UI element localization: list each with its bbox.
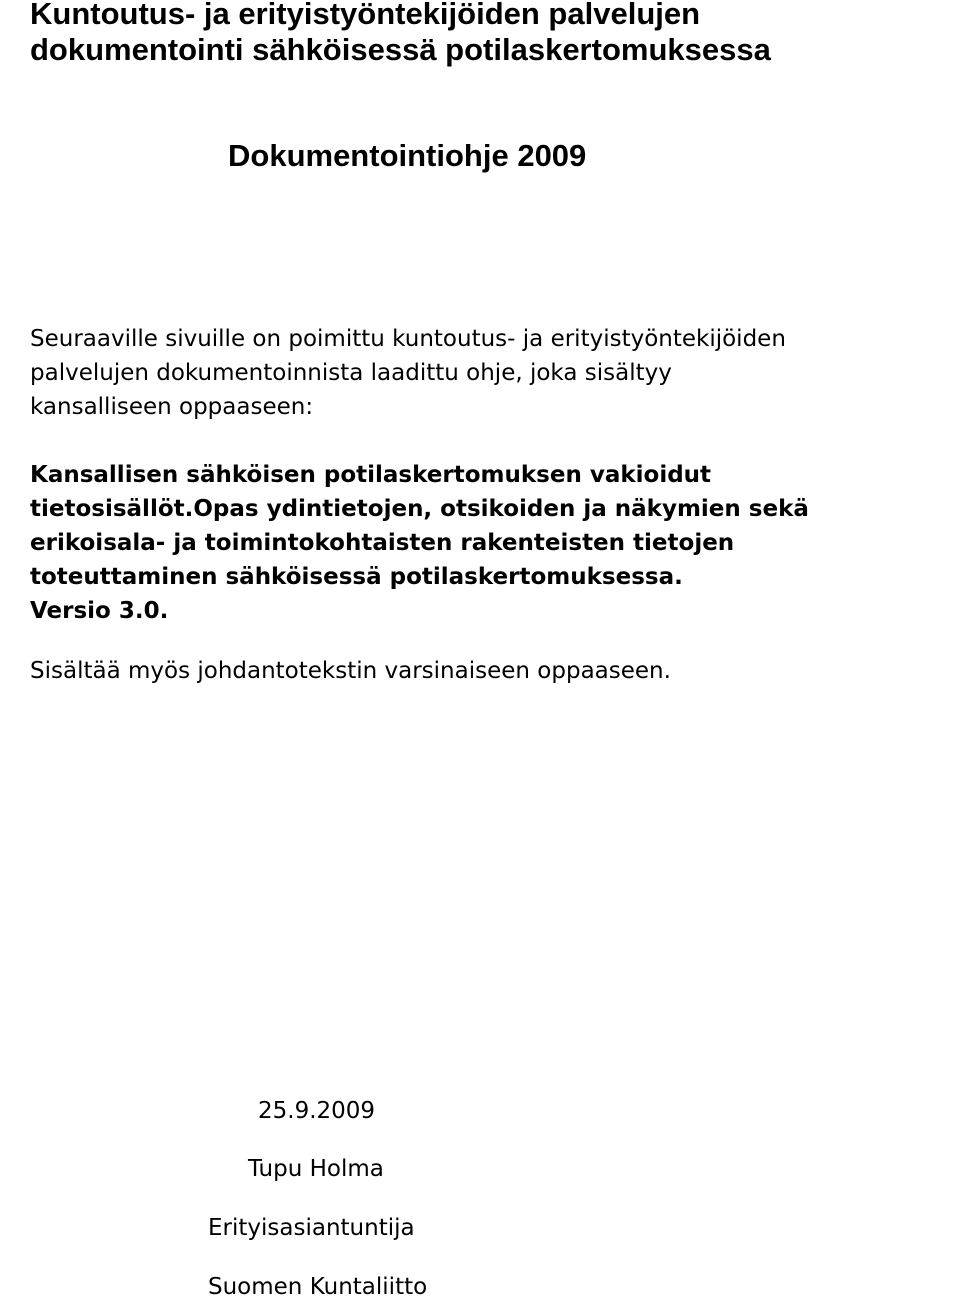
guide-line-1: Kansallisen sähköisen potilaskertomuksen vakioidut xyxy=(30,462,712,488)
intro-note: Sisältää myös johdantotekstin varsinaiseen oppaaseen. xyxy=(30,658,671,684)
author-name: Tupu Holma xyxy=(248,1156,384,1182)
guide-line-5: Versio 3.0. xyxy=(30,598,169,624)
intro-line-1: Seuraaville sivuille on poimittu kuntoutus- ja erityistyöntekijöiden xyxy=(30,326,786,352)
title-line-2: dokumentointi sähköisessä potilaskertomuksessa xyxy=(30,32,771,67)
document-title xyxy=(30,0,950,68)
intro-line-3: kansalliseen oppaaseen: xyxy=(30,394,314,420)
title-line-1: Kuntoutus- ja erityistyöntekijöiden palvelujen xyxy=(30,0,701,31)
author-role: Erityisasiantuntija xyxy=(208,1215,415,1241)
guide-line-3: erikoisala- ja toimintokohtaisten rakenteisten tietojen xyxy=(30,530,735,556)
author-organization: Suomen Kuntaliitto xyxy=(208,1274,428,1300)
guide-reference xyxy=(30,458,960,628)
guide-line-4: toteuttaminen sähköisessä potilaskertomuksessa. xyxy=(30,564,683,590)
intro-line-2: palvelujen dokumentoinnista laadittu ohje, joka sisältyy xyxy=(30,360,672,386)
guide-line-2: tietosisällöt.Opas ydintietojen, otsikoiden ja näkymien sekä xyxy=(30,496,809,522)
intro-paragraph xyxy=(30,322,955,424)
document-date: 25.9.2009 xyxy=(258,1098,376,1124)
document-subtitle: Dokumentointiohje 2009 xyxy=(228,138,587,173)
